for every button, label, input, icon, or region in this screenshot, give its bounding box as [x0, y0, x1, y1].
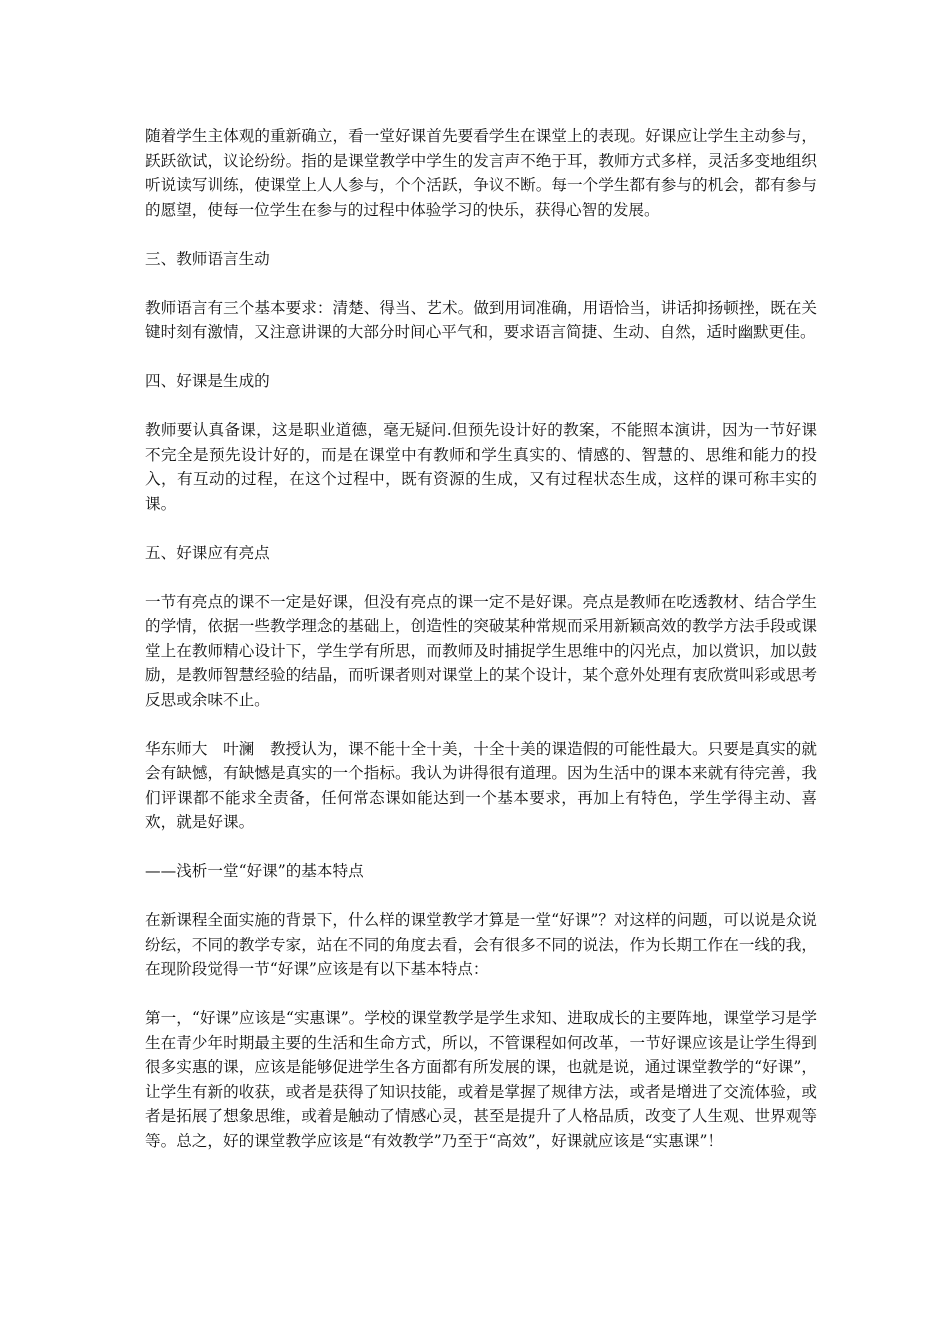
- paragraph-ye-lan-quote: 华东师大 叶澜 教授认为，课不能十全十美，十全十美的课造假的可能性最大。只要是真实的就会有缺憾，有缺憾是真实的一个指标。我认为讲得很有道理。因为生活中的课本来就有待完善，我们评课都不能求全责备，任何常态课如能达到一个基本要求，再加上有特色，学生学得主动、喜欢，就是好课。: [145, 739, 817, 831]
- paragraph-new-curriculum: 在新课程全面实施的背景下，什么样的课堂教学才算是一堂“好课”？对这样的问题，可以说是众说纷纭，不同的教学专家，站在不同的角度去看，会有很多不同的说法，作为长期工作在一线的我，在现阶段觉得一节“好课”应该是有以下基本特点：: [145, 911, 817, 978]
- section-heading-4: 四、好课是生成的: [145, 372, 270, 390]
- article-subtitle: ——浅析一堂“好课”的基本特点: [145, 862, 364, 880]
- paragraph-teacher-language: 教师语言有三个基本要求：清楚、得当、艺术。做到用词准确，用语恰当，讲话抑扬顿挫，既在关键时刻有激情，又注意讲课的大部分时间心平气和，要求语言简捷、生动、自然，适时幽默更佳。: [145, 298, 817, 341]
- paragraph-first-feature: 第一，“好课”应该是“实惠课”。学校的课堂教学是学生求知、进取成长的主要阵地，课堂学习是学生在青少年时期最主要的生活和生命方式，所以，不管课程如何改革，一节好课应该是让学生得到很多实惠的课，应该是能够促进学生各方面都有所发展的课，也就是说，通过课堂教学的“好课”，让学生有新的收获，或者是获得了知识技能，或着是掌握了规律方法，或者是增进了交流体验，或者是拓展了想象思维，或着是触动了情感心灵，甚至是提升了人格品质，改变了人生观、世界观等等。总之，好的课堂教学应该是“有效教学”乃至于“高效”，好课就应该是“实惠课”！: [145, 1009, 817, 1150]
- paragraph-highlights: 一节有亮点的课不一定是好课，但没有亮点的课一定不是好课。亮点是教师在吃透教材、结合学生的学情，依据一些教学理念的基础上，创造性的突破某种常规而采用新颖高效的教学方法手段或课堂上在教师精心设计下，学生学有所思，而教师及时捕捉学生思维中的闪光点，加以赏识，加以鼓励，是教师智慧经验的结晶，而听课者则对课堂上的某个设计，某个意外处理有衷欣赏叫彩或思考反思或余味不止。: [145, 592, 817, 709]
- section-heading-5: 五、好课应有亮点: [145, 543, 270, 562]
- paragraph-generative-lesson: 教师要认真备课，这是职业道德，毫无疑问.但预先设计好的教案，不能照本演讲，因为一节好课不完全是预先设计好的，而是在课堂中有教师和学生真实的、情感的、智慧的、思维和能力的投入，有互动的过程，在这个过程中，既有资源的生成，又有过程状态生成，这样的课可称丰实的课。: [145, 421, 817, 513]
- document-body: [145, 124, 817, 1153]
- paragraph-student-participation: 随着学生主体观的重新确立，看一堂好课首先要看学生在课堂上的表现。好课应让学生主动参与，跃跃欲试，议论纷纷。指的是课堂教学中学生的发言声不绝于耳，教师方式多样，灵活多变地组织听说读写训练，使课堂上人人参与，个个活跃，争议不断。每一个学生都有参与的机会，都有参与的愿望，使每一位学生在参与的过程中体验学习的快乐，获得心智的发展。: [145, 127, 817, 219]
- section-heading-3: 三、教师语言生动: [145, 249, 270, 268]
